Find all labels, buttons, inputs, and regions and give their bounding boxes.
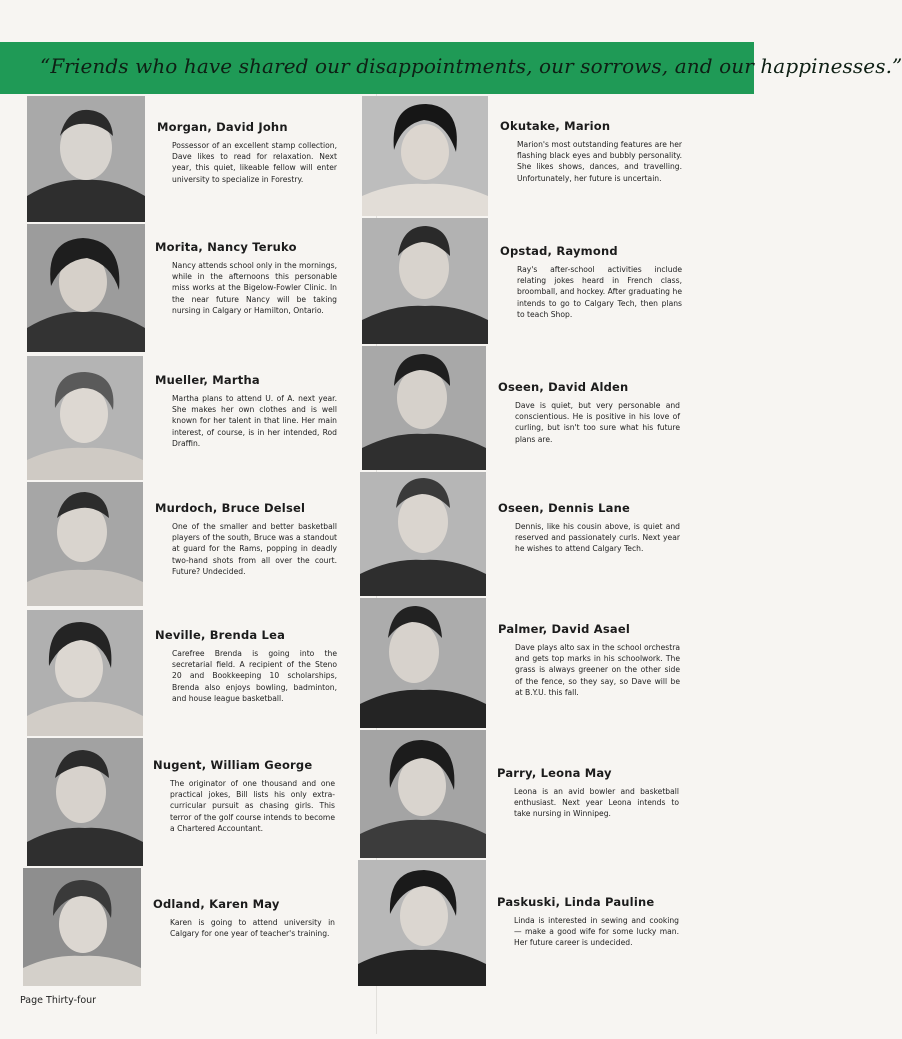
student-portrait — [360, 472, 486, 596]
student-portrait — [27, 482, 143, 606]
student-portrait — [27, 96, 145, 222]
student-name: Nugent, William George — [153, 758, 313, 772]
student-portrait — [362, 218, 488, 344]
student-bio: Leona is an avid bowler and basketball enthusiast. Next year Leona intends to take nursing in Winnipeg. — [514, 787, 679, 819]
student-bio: One of the smaller and better basketball players of the south, Bruce was a standout at guard for the Rams, popping in deadly two-hand shots from all over the court. Future? Undecided. — [172, 522, 337, 576]
student-bio: Nancy attends school only in the mornings, while in the afternoons this personable miss works at the Bigelow-Fowler Clinic. In the near future Nancy will be taking nursing in Calgary or Hamilton, Ontario. — [172, 261, 337, 315]
student-name: Morita, Nancy Teruko — [155, 240, 297, 254]
student-portrait — [27, 224, 145, 352]
student-bio: Dave is quiet, but very personable and conscientious. He is positive in his love of curling, but isn't too sure what his future plans are. — [515, 401, 680, 444]
page-number: Page Thirty-four — [20, 995, 97, 1006]
student-portrait — [23, 868, 141, 986]
quote-banner — [0, 42, 902, 94]
banner-quote: “Friends who have shared our disappointments, our sorrows, and our happinesses.” — [40, 54, 902, 78]
student-name: Odland, Karen May — [153, 897, 280, 911]
student-portrait — [360, 730, 486, 858]
student-portrait — [362, 346, 486, 470]
student-portrait — [360, 598, 486, 728]
student-portrait — [362, 96, 488, 216]
student-portrait — [27, 356, 143, 480]
student-portrait — [358, 860, 486, 986]
student-name: Mueller, Martha — [155, 373, 260, 387]
student-name: Oseen, David Alden — [498, 380, 629, 394]
student-name: Palmer, David Asael — [498, 622, 630, 636]
student-bio: Karen is going to attend university in Calgary for one year of teacher's training. — [170, 918, 335, 939]
student-name: Opstad, Raymond — [500, 244, 618, 258]
student-bio: Possessor of an excellent stamp collection, Dave likes to read for relaxation. Next year, this quiet, likeable fellow will enter university to specialize in Forestry. — [172, 141, 337, 184]
student-bio: Dennis, like his cousin above, is quiet and reserved and passionately curls. Next year he wishes to attend Calgary Tech. — [515, 522, 680, 554]
student-bio: Linda is interested in sewing and cooking — make a good wife for some lucky man. Her future career is undecided. — [514, 916, 679, 948]
student-name: Neville, Brenda Lea — [155, 628, 286, 642]
student-name: Morgan, David John — [157, 120, 288, 134]
student-portrait — [27, 610, 143, 736]
student-name: Murdoch, Bruce Delsel — [155, 501, 306, 515]
student-name: Parry, Leona May — [497, 766, 612, 780]
student-bio: Carefree Brenda is going into the secretarial field. A recipient of the Steno 20 and Bookkeeping 10 scholarships, Brenda also enjoys bowling, badminton, and house league basketball. — [172, 649, 337, 703]
student-bio: Ray's after-school activities include relating jokes heard in French class, broomball, and hockey. After graduating he intends to go to Calgary Tech, then plans to teach Shop. — [517, 265, 682, 319]
student-bio: Martha plans to attend U. of A. next year. She makes her own clothes and is well known for her talent in that line. Her main interest, of course, is in her intended, Rod Draffin. — [172, 394, 337, 448]
student-name: Oseen, Dennis Lane — [498, 501, 630, 515]
student-bio: Marion's most outstanding features are her flashing black eyes and bubbly personality. She likes shows, dances, and travelling. Unfortunately, her future is uncertain. — [517, 140, 682, 183]
student-portrait — [27, 738, 143, 866]
student-bio: The originator of one thousand and one practical jokes, Bill lists his only extra-curricular pursuit as chasing girls. This terror of the golf course intends to become a Chartered Accountant. — [170, 779, 335, 833]
student-name: Okutake, Marion — [500, 119, 611, 133]
student-name: Paskuski, Linda Pauline — [497, 895, 655, 909]
student-bio: Dave plays alto sax in the school orchestra and gets top marks in his schoolwork. The grass is always greener on the other side of the fence, so they say, so Dave will be at B.Y.U. this fall. — [515, 643, 680, 697]
